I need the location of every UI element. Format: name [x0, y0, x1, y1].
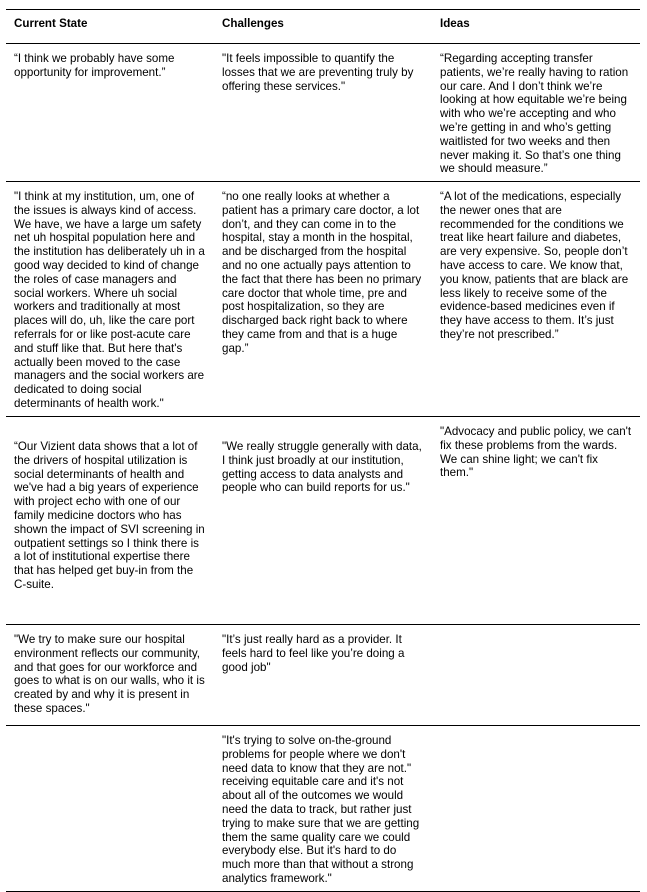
- table-header: [6, 10, 640, 44]
- cell-ideas: [432, 625, 640, 726]
- header-ideas: Ideas: [432, 10, 640, 44]
- table-body: [6, 44, 640, 892]
- table-row: [6, 417, 640, 625]
- quotes-table: [6, 9, 640, 892]
- cell-challenges: "It feels impossible to quantify the losses that we are preventing truly by offering these services.": [214, 44, 432, 182]
- cell-current-state: “Our Vizient data shows that a lot of the drivers of hospital utilization is social determinants of health and we've had a big years of experience with project echo with one of our family medicine doctors who has shown the impact of SVI screening in outpatient settings so I think there is a lot of institutional expertise there that has helped get buy-in from the C-suite.: [6, 417, 214, 625]
- cell-current-state: [6, 726, 214, 892]
- cell-challenges: "We really struggle generally with data, I think just broadly at our institution, getting access to data analysts and people who can build reports for us.": [214, 417, 432, 625]
- table-row: [6, 44, 640, 182]
- cell-ideas: "Advocacy and public policy, we can't fix these problems from the wards. We can shine light; we can't fix them.": [432, 417, 640, 625]
- cell-current-state: “I think we probably have some opportunity for improvement.”: [6, 44, 214, 182]
- cell-challenges: "It’s just really hard as a provider. It feels hard to feel like you’re doing a good job": [214, 625, 432, 726]
- cell-current-state: "I think at my institution, um, one of the issues is always kind of access. We have, we have a large um safety net uh hospital population here and the institution has deliberately uh in a good way decided to kind of change the roles of case managers and social workers. Where uh social workers and traditionally at most places will do, uh, like the care port referrals for or like post-acute care and stuff like that. But here that's actually been moved to the case managers and the social workers are dedicated to doing social determinants of health work.": [6, 182, 214, 417]
- cell-challenges: "It's trying to solve on-the-ground problems for people where we don't need data to know that they are not." receiving equitable care and it's not about all of the outcomes we would need the data to track, but rather just trying to make sure that we are getting them the same quality care we could everybody else. But it's hard to do much more than that without a strong analytics framework.": [214, 726, 432, 892]
- cell-current-state: "We try to make sure our hospital environment reflects our community, and that goes for our workforce and goes to what is on our walls, who it is created by and why it is present in these spaces.": [6, 625, 214, 726]
- table-row: [6, 182, 640, 417]
- table-row: [6, 625, 640, 726]
- table-row: [6, 726, 640, 892]
- header-current-state: Current State: [6, 10, 214, 44]
- header-row: [6, 10, 640, 44]
- cell-ideas: “A lot of the medications, especially the newer ones that are recommended for the conditions we treat like heart failure and diabetes, are very expensive. So, people don’t have access to care. We know that, you know, patients that are black are less likely to receive some of the evidence-based medicines even if they have access to them. It’s just they’re not prescribed.”: [432, 182, 640, 417]
- cell-ideas: “Regarding accepting transfer patients, we’re really having to ration our care. And I don’t think we’re looking at how equitable we’re being with who we’re accepting and who we’re getting in and who’s getting waitlisted for two weeks and then never making it. So that’s one thing we should measure.”: [432, 44, 640, 182]
- cell-challenges: “no one really looks at whether a patient has a primary care doctor, a lot don’t, and they can come in to the hospital, stay a month in the hospital, and be discharged from the hospital and no one actually pays attention to the fact that there has been no primary care doctor that whole time, pre and post hospitalization, so they are discharged back right back to where they came from and that is a huge gap.”: [214, 182, 432, 417]
- cell-ideas: [432, 726, 640, 892]
- header-challenges: Challenges: [214, 10, 432, 44]
